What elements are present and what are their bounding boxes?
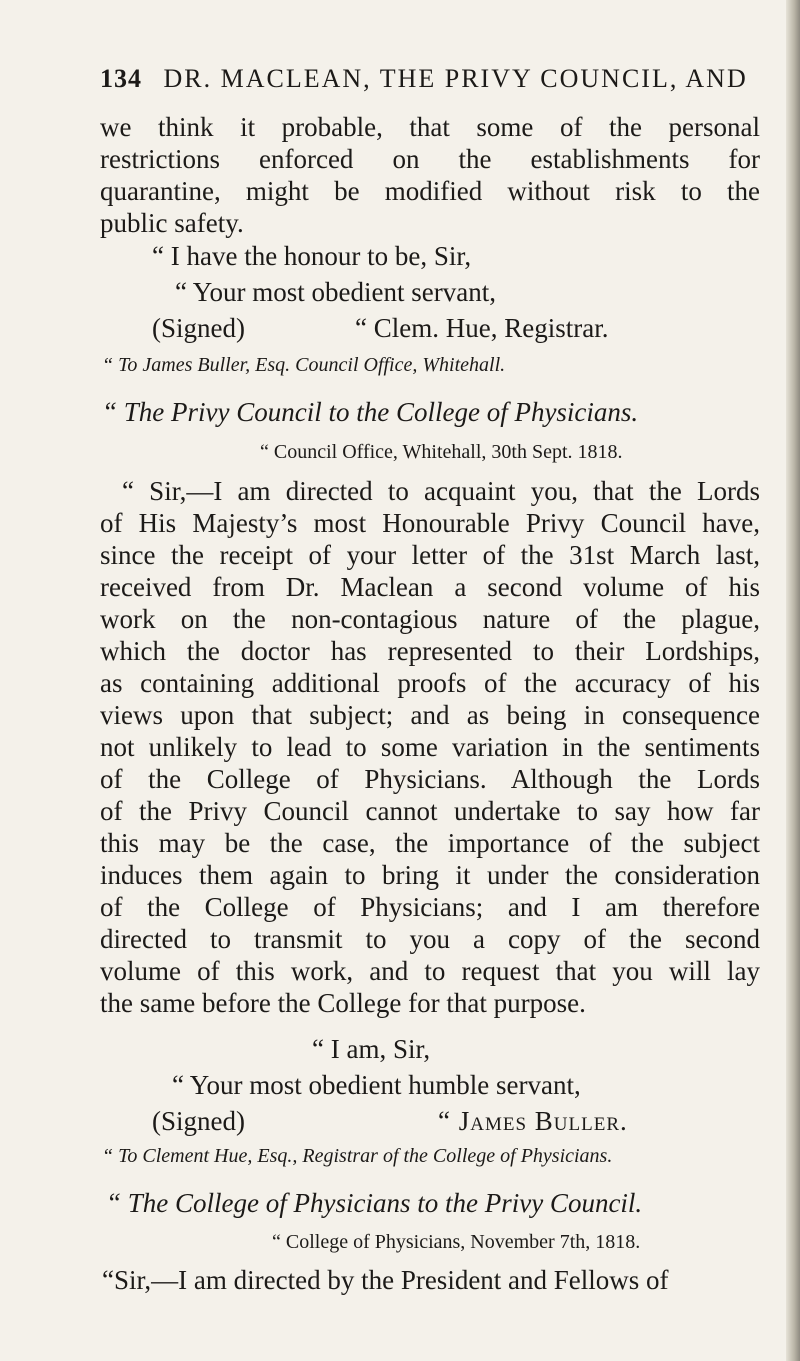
text-line: views upon that subject; and as being in consequence xyxy=(100,700,760,730)
text-line: which the doctor has represented to their Lordships, xyxy=(100,636,760,666)
text-line: the same before the College for that purpose. xyxy=(100,988,586,1018)
letter-address: “ To James Buller, Esq. Council Office, Whitehall. xyxy=(102,354,506,376)
signer-name: “ James Buller. xyxy=(438,1106,628,1136)
text-line: induces them again to bring it under the consideration xyxy=(100,860,760,890)
text-line: this may be the case, the importance of the subject xyxy=(100,828,760,858)
closing-honour: “ I have the honour to be, Sir, xyxy=(152,241,472,271)
letter-dateline: “ Council Office, Whitehall, 30th Sept. 1818. xyxy=(260,441,623,463)
text-line: of the College of Physicians; and I am therefore xyxy=(100,892,760,922)
letter-dateline: “ College of Physicians, November 7th, 1818. xyxy=(272,1231,641,1253)
page-edge xyxy=(786,0,800,1361)
signed-label: (Signed) xyxy=(152,313,245,343)
text-line: of the Privy Council cannot undertake to say how far xyxy=(100,796,760,826)
closing-servant: “ Your most obedient servant, xyxy=(175,277,496,307)
signed-label: (Signed) xyxy=(152,1106,245,1136)
text-line: public safety. xyxy=(100,208,244,238)
running-header xyxy=(100,64,748,94)
signer-name: “ Clem. Hue, Registrar. xyxy=(355,313,609,343)
text-line: of the College of Physicians. Although the Lords xyxy=(100,764,760,794)
text-line: we think it probable, that some of the personal xyxy=(100,112,760,142)
letter-address: “ To Clement Hue, Esq., Registrar of the College of Physicians. xyxy=(102,1145,613,1167)
text-line: not unlikely to lead to some variation in the sentiments xyxy=(100,732,760,762)
text-line: since the receipt of your letter of the 31st March last, xyxy=(100,540,760,570)
running-title: DR. MACLEAN, THE PRIVY COUNCIL, AND xyxy=(163,64,748,93)
page-number: 134 xyxy=(100,64,142,93)
text-line: restrictions enforced on the establishments for xyxy=(100,144,760,174)
text-line: work on the non-contagious nature of the plague, xyxy=(100,604,760,634)
text-line: as containing additional proofs of the accuracy of his xyxy=(100,668,760,698)
text-line: directed to transmit to you a copy of the second xyxy=(100,924,760,954)
text-line: quarantine, might be modified without risk to the xyxy=(100,176,760,206)
letter-title: “ The College of Physicians to the Privy Council. xyxy=(106,1188,643,1218)
letter-body-start: “Sir,—I am directed by the President and Fellows of xyxy=(102,1265,669,1295)
letter-title: “ The Privy Council to the College of Physicians. xyxy=(102,397,639,427)
paragraph-1 xyxy=(100,111,760,239)
letter-body xyxy=(100,475,760,1019)
text-line: “ Sir,—I am directed to acquaint you, that the Lords xyxy=(122,476,760,506)
text-line: volume of this work, and to request that you will lay xyxy=(100,956,760,986)
text-line: received from Dr. Maclean a second volume of his xyxy=(100,572,760,602)
closing-servant: “ Your most obedient humble servant, xyxy=(172,1070,581,1100)
text-line: of His Majesty’s most Honourable Privy Council have, xyxy=(100,508,760,538)
closing-am: “ I am, Sir, xyxy=(312,1034,431,1064)
